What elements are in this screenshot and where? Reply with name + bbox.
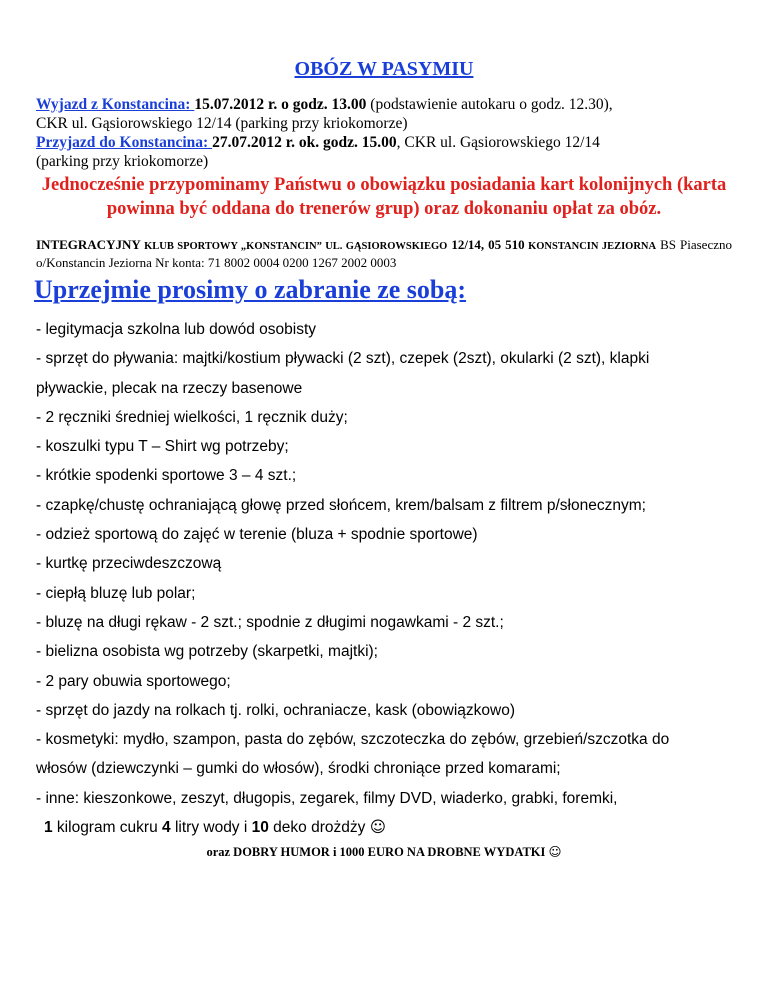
recipe-text-1: kilogram cukru	[52, 819, 163, 837]
packing-list	[36, 315, 732, 842]
list-item: - inne: kieszonkowe, zeszyt, długopis, zegarek, filmy DVD, wiaderko, grabki, foremki,	[36, 789, 618, 807]
closing-text: oraz DOBRY HUMOR i 1000 EURO NA DROBNE WYDATKI	[206, 845, 549, 860]
smiley-icon: ☺	[548, 844, 562, 860]
club-city: KONSTANCIN JEZIORNA	[524, 241, 657, 252]
club-name-rest: KLUB SPORTOWY „KONSTANCIN” UL. GĄSIOROWSKIEGO	[140, 241, 448, 252]
club-address-number: 12/14, 05 510	[447, 237, 525, 252]
recipe-text-3: deko drożdży	[268, 819, 370, 837]
list-item: - odzież sportową do zajęć w terenie (bluza + spodnie sportowe)	[36, 526, 478, 544]
list-item: - kosmetyki: mydło, szampon, pasta do zębów, szczoteczka do zębów, grzebień/szczotka do	[36, 731, 670, 749]
recipe-number-2: 4	[162, 819, 171, 837]
arrival-place: , CKR ul. Gąsiorowskiego 12/14	[396, 134, 600, 151]
reminder-notice: Jednocześnie przypominamy Państwu o obowiązku posiadania kart kolonijnych (karta powinna być oddana do trenerów grup) oraz dokonaniu opłat za obóz.	[41, 175, 727, 219]
departure-place: CKR ul. Gąsiorowskiego 12/14 (parking przy kriokomorze)	[36, 115, 408, 132]
document-page	[36, 58, 732, 860]
club-info	[36, 237, 732, 271]
smiley-icon: ☺	[369, 818, 386, 837]
list-item: włosów (dziewczynki – gumki do włosów), środki chroniące przed komarami;	[36, 760, 561, 778]
list-item: - ciepłą bluzę lub polar;	[36, 584, 196, 602]
club-bank: BS Piaseczno o/Konstancin Jeziorna	[36, 237, 732, 270]
list-item: - 2 pary obuwia sportowego;	[36, 672, 231, 690]
departure-line	[36, 95, 732, 114]
closing-line	[36, 844, 732, 860]
recipe-number-1: 1	[44, 819, 53, 837]
list-item: - 2 ręczniki średniej wielkości, 1 ręcznik duży;	[36, 408, 348, 426]
list-item: - kurtkę przeciwdeszczową	[36, 555, 222, 573]
departure-label: Wyjazd z Konstancina:	[36, 96, 195, 113]
list-item: - czapkę/chustę ochraniającą głowę przed słońcem, krem/balsam z filtrem p/słonecznym;	[36, 496, 646, 514]
arrival-place-2: (parking przy kriokomorze)	[36, 153, 209, 170]
travel-info	[36, 95, 732, 171]
club-account: Nr konta: 71 8002 0004 0200 1267 2002 0003	[151, 255, 397, 270]
club-name-start: INTEGRACYJNY	[36, 237, 141, 252]
list-item: pływackie, plecak na rzeczy basenowe	[36, 379, 303, 397]
departure-datetime: 15.07.2012 r. o godz. 13.00	[194, 96, 367, 113]
arrival-line	[36, 133, 732, 152]
arrival-datetime: 27.07.2012 r. ok. godz. 15.00	[212, 134, 397, 151]
list-item: - sprzęt do jazdy na rolkach tj. rolki, ochraniacze, kask (obowiązkowo)	[36, 701, 515, 719]
departure-note: (podstawienie autokaru o godz. 12.30),	[366, 96, 613, 113]
packing-heading: Uprzejmie prosimy o zabranie ze sobą:	[34, 275, 467, 304]
page-title: OBÓZ W PASYMIU	[294, 58, 474, 80]
recipe-line	[36, 813, 732, 842]
recipe-text-2: litry wody i	[170, 819, 252, 837]
list-item: - bluzę na długi rękaw - 2 szt.; spodnie z długimi nogawkami - 2 szt.;	[36, 613, 504, 631]
list-item: - sprzęt do pływania: majtki/kostium pływacki (2 szt), czepek (2szt), okularki (2 szt), klapki	[36, 350, 650, 368]
arrival-label: Przyjazd do Konstancina:	[36, 134, 213, 151]
list-item: - bielizna osobista wg potrzeby (skarpetki, majtki);	[36, 643, 378, 661]
recipe-number-3: 10	[251, 819, 269, 837]
list-item: - legitymacja szkolna lub dowód osobisty	[36, 321, 316, 338]
list-item: - koszulki typu T – Shirt wg potrzeby;	[36, 438, 289, 456]
list-item: - krótkie spodenki sportowe 3 – 4 szt.;	[36, 467, 297, 485]
